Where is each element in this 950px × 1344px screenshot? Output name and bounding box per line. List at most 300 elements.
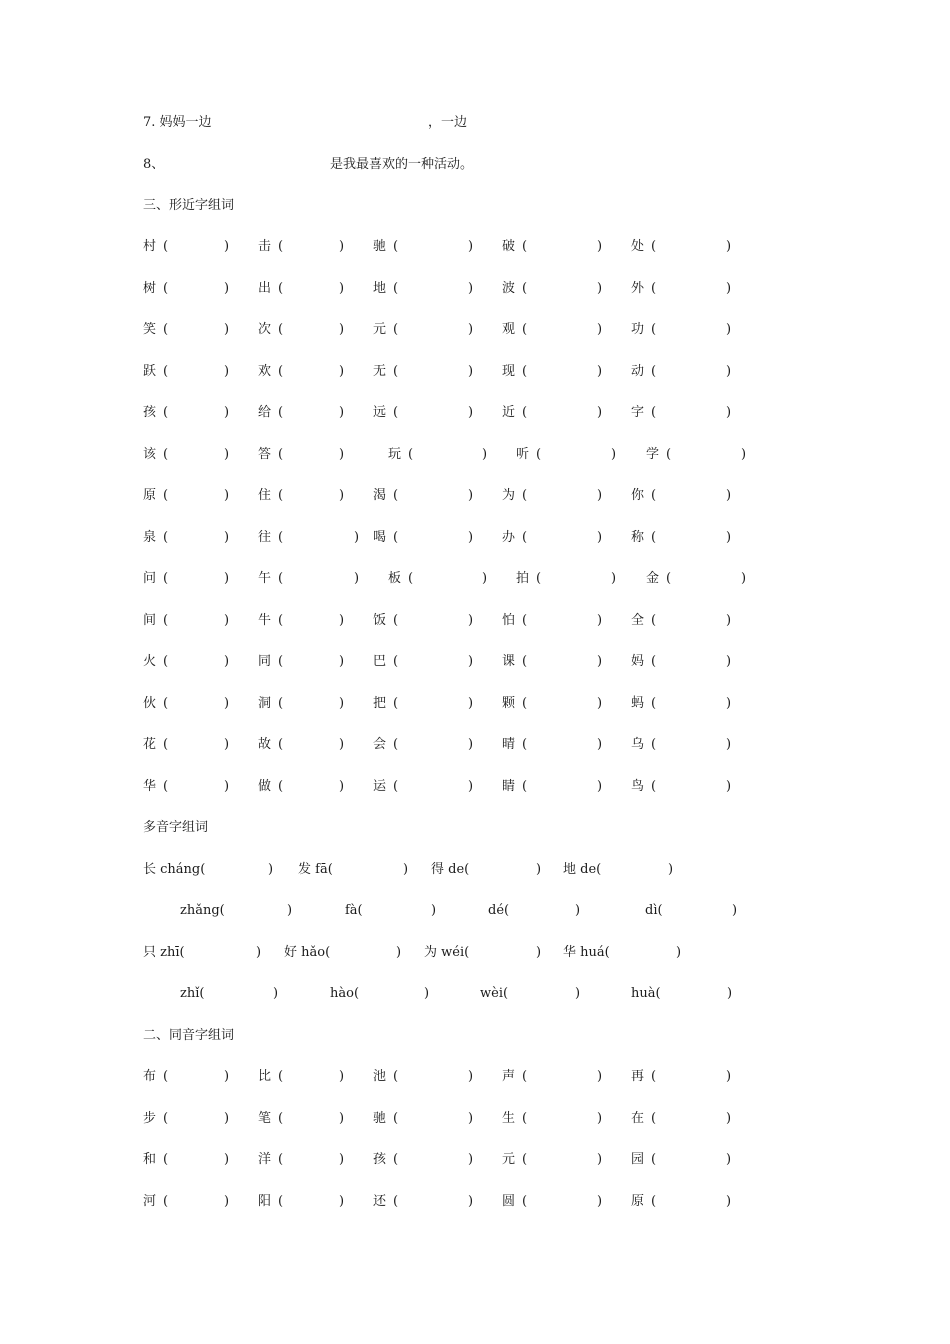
similar-chars-row	[0, 569, 950, 589]
close-bracket: )	[339, 280, 345, 296]
open-bracket: (	[651, 239, 657, 254]
close-bracket: )	[224, 322, 230, 337]
target-char: 原	[143, 488, 157, 503]
open-bracket: (	[522, 778, 528, 794]
close-bracket: )	[468, 488, 474, 503]
target-char: 华	[143, 778, 157, 794]
target-char: 全	[631, 612, 645, 628]
target-char: 乌	[631, 737, 645, 752]
open-bracket: (	[393, 363, 399, 379]
close-bracket: )	[339, 1069, 345, 1084]
target-char: 会	[373, 737, 387, 752]
open-bracket: (	[163, 737, 169, 752]
close-bracket: )	[224, 1193, 230, 1209]
open-bracket: (	[651, 488, 657, 503]
open-bracket: (	[651, 1110, 657, 1126]
target-char: 远	[373, 405, 387, 420]
polyphone-entry: huà(	[631, 986, 661, 1001]
homophone-row	[0, 1067, 950, 1087]
open-bracket: (	[651, 322, 657, 337]
target-char: 伙	[143, 695, 157, 711]
close-bracket: )	[339, 488, 345, 503]
open-bracket: (	[163, 488, 169, 503]
open-bracket: (	[278, 571, 284, 586]
close-bracket: )	[287, 903, 293, 918]
close-bracket: )	[597, 280, 603, 296]
target-char: 同	[258, 654, 272, 669]
section-title: 多音字组词	[143, 820, 209, 835]
target-char: 笑	[143, 322, 157, 337]
open-bracket: (	[536, 446, 542, 462]
close-bracket: )	[468, 778, 474, 794]
open-bracket: (	[666, 446, 672, 462]
polyphone-entry: 发 fā(	[298, 862, 333, 877]
target-char: 处	[631, 239, 645, 254]
open-bracket: (	[393, 405, 399, 420]
open-bracket: (	[278, 280, 284, 296]
close-bracket: )	[224, 529, 230, 545]
target-char: 鸟	[631, 778, 645, 794]
open-bracket: (	[163, 322, 169, 337]
target-char: 拍	[516, 571, 530, 586]
polyphone-entry: 长 cháng(	[143, 862, 206, 877]
target-char: 比	[258, 1069, 272, 1084]
target-char: 池	[373, 1069, 387, 1084]
open-bracket: (	[408, 446, 414, 462]
close-bracket: )	[468, 695, 474, 711]
target-char: 花	[143, 737, 157, 752]
open-bracket: (	[163, 695, 169, 711]
target-char: 该	[143, 446, 157, 462]
close-bracket: )	[224, 1069, 230, 1084]
fill-in-prompt: ，一边	[428, 115, 468, 130]
target-char: 外	[631, 280, 645, 296]
close-bracket: )	[597, 1152, 603, 1167]
open-bracket: (	[393, 695, 399, 711]
open-bracket: (	[278, 488, 284, 503]
open-bracket: (	[651, 363, 657, 379]
close-bracket: )	[468, 322, 474, 337]
polyphone-entry: hào(	[330, 986, 360, 1001]
open-bracket: (	[278, 405, 284, 420]
target-char: 出	[258, 280, 272, 296]
close-bracket: )	[732, 903, 738, 918]
close-bracket: )	[726, 695, 732, 711]
target-char: 巴	[373, 654, 387, 669]
target-char: 圆	[502, 1193, 516, 1209]
target-char: 怕	[502, 612, 516, 628]
open-bracket: (	[393, 778, 399, 794]
close-bracket: )	[727, 986, 733, 1001]
open-bracket: (	[278, 363, 284, 379]
close-bracket: )	[726, 405, 732, 420]
close-bracket: )	[224, 1110, 230, 1126]
target-char: 现	[502, 363, 516, 379]
target-char: 园	[631, 1152, 645, 1167]
close-bracket: )	[726, 1069, 732, 1084]
target-char: 驰	[373, 1110, 387, 1126]
close-bracket: )	[597, 363, 603, 379]
close-bracket: )	[224, 695, 230, 711]
close-bracket: )	[339, 405, 345, 420]
close-bracket: )	[339, 1193, 345, 1209]
close-bracket: )	[611, 446, 617, 462]
close-bracket: )	[668, 862, 674, 877]
open-bracket: (	[278, 1110, 284, 1126]
close-bracket: )	[726, 488, 732, 503]
similar-chars-row	[0, 279, 950, 299]
open-bracket: (	[163, 1193, 169, 1209]
target-char: 元	[373, 322, 387, 337]
target-char: 给	[258, 405, 272, 420]
target-char: 运	[373, 778, 387, 794]
similar-chars-row	[0, 735, 950, 755]
close-bracket: )	[597, 737, 603, 752]
close-bracket: )	[575, 903, 581, 918]
target-char: 板	[388, 571, 402, 586]
open-bracket: (	[522, 1110, 528, 1126]
close-bracket: )	[726, 778, 732, 794]
target-char: 动	[631, 363, 645, 379]
close-bracket: )	[726, 612, 732, 628]
target-char: 牛	[258, 612, 272, 628]
target-char: 步	[143, 1110, 157, 1126]
target-char: 喝	[373, 529, 387, 545]
target-char: 和	[143, 1152, 157, 1167]
close-bracket: )	[224, 405, 230, 420]
open-bracket: (	[163, 446, 169, 462]
target-char: 驰	[373, 239, 387, 254]
open-bracket: (	[651, 280, 657, 296]
open-bracket: (	[278, 1193, 284, 1209]
target-char: 近	[502, 405, 516, 420]
homophone-row	[0, 1150, 950, 1170]
polyphone-entry: zhǐ(	[180, 986, 205, 1001]
target-char: 饭	[373, 612, 387, 628]
close-bracket: )	[482, 571, 488, 586]
open-bracket: (	[393, 1069, 399, 1084]
close-bracket: )	[403, 862, 409, 877]
open-bracket: (	[393, 1152, 399, 1167]
close-bracket: )	[468, 1152, 474, 1167]
open-bracket: (	[278, 446, 284, 462]
target-char: 问	[143, 571, 157, 586]
target-char: 观	[502, 322, 516, 337]
open-bracket: (	[522, 280, 528, 296]
target-char: 在	[631, 1110, 645, 1126]
section-heading-homophone	[0, 1026, 950, 1046]
section-title: 二、同音字组词	[143, 1028, 235, 1043]
close-bracket: )	[468, 654, 474, 669]
target-char: 元	[502, 1152, 516, 1167]
polyphone-entry: wèi(	[480, 986, 509, 1001]
polyphone-entry: 华 huá(	[563, 945, 610, 960]
open-bracket: (	[393, 488, 399, 503]
close-bracket: )	[224, 612, 230, 628]
open-bracket: (	[278, 529, 284, 545]
open-bracket: (	[163, 239, 169, 254]
target-char: 听	[516, 446, 530, 462]
open-bracket: (	[163, 280, 169, 296]
target-char: 字	[631, 405, 645, 420]
target-char: 妈	[631, 654, 645, 669]
open-bracket: (	[393, 737, 399, 752]
open-bracket: (	[651, 737, 657, 752]
target-char: 树	[143, 280, 157, 296]
target-char: 洞	[258, 695, 272, 711]
similar-chars-row	[0, 403, 950, 423]
open-bracket: (	[393, 239, 399, 254]
target-char: 为	[502, 488, 516, 503]
similar-chars-row	[0, 694, 950, 714]
open-bracket: (	[163, 1110, 169, 1126]
similar-chars-row	[0, 611, 950, 631]
open-bracket: (	[522, 612, 528, 628]
close-bracket: )	[339, 1110, 345, 1126]
close-bracket: )	[468, 1193, 474, 1209]
target-char: 午	[258, 571, 272, 586]
target-char: 住	[258, 488, 272, 503]
close-bracket: )	[339, 446, 345, 462]
target-char: 阳	[258, 1193, 272, 1209]
open-bracket: (	[163, 778, 169, 794]
open-bracket: (	[522, 239, 528, 254]
target-char: 欢	[258, 363, 272, 379]
close-bracket: )	[726, 1193, 732, 1209]
polyphone-entry: 地 de(	[563, 862, 602, 877]
target-char: 河	[143, 1193, 157, 1209]
similar-chars-row	[0, 362, 950, 382]
close-bracket: )	[468, 280, 474, 296]
target-char: 跃	[143, 363, 157, 379]
close-bracket: )	[354, 529, 360, 545]
polyphone-row	[0, 901, 950, 921]
polyphone-entry: zhǎng(	[180, 903, 225, 918]
open-bracket: (	[522, 1193, 528, 1209]
target-char: 生	[502, 1110, 516, 1126]
close-bracket: )	[741, 446, 747, 462]
polyphone-entry: fà(	[345, 903, 363, 918]
polyphone-entry: 好 hǎo(	[284, 945, 331, 960]
target-char: 孩	[143, 405, 157, 420]
open-bracket: (	[278, 654, 284, 669]
target-char: 破	[502, 239, 516, 254]
target-char: 课	[502, 654, 516, 669]
close-bracket: )	[339, 1152, 345, 1167]
close-bracket: )	[468, 529, 474, 545]
close-bracket: )	[726, 239, 732, 254]
target-char: 无	[373, 363, 387, 379]
close-bracket: )	[597, 612, 603, 628]
close-bracket: )	[726, 363, 732, 379]
close-bracket: )	[339, 654, 345, 669]
open-bracket: (	[278, 737, 284, 752]
similar-chars-row	[0, 486, 950, 506]
close-bracket: )	[224, 488, 230, 503]
close-bracket: )	[224, 446, 230, 462]
close-bracket: )	[597, 1193, 603, 1209]
close-bracket: )	[339, 239, 345, 254]
open-bracket: (	[163, 1069, 169, 1084]
open-bracket: (	[163, 363, 169, 379]
target-char: 还	[373, 1193, 387, 1209]
open-bracket: (	[651, 1152, 657, 1167]
close-bracket: )	[726, 654, 732, 669]
close-bracket: )	[424, 986, 430, 1001]
close-bracket: )	[339, 322, 345, 337]
close-bracket: )	[726, 280, 732, 296]
open-bracket: (	[393, 529, 399, 545]
homophone-row	[0, 1192, 950, 1212]
open-bracket: (	[278, 1152, 284, 1167]
close-bracket: )	[597, 778, 603, 794]
polyphone-entry: 只 zhī(	[143, 945, 185, 960]
close-bracket: )	[597, 488, 603, 503]
close-bracket: )	[726, 737, 732, 752]
close-bracket: )	[468, 1110, 474, 1126]
close-bracket: )	[597, 1110, 603, 1126]
close-bracket: )	[354, 571, 360, 586]
target-char: 晴	[502, 737, 516, 752]
target-char: 再	[631, 1069, 645, 1084]
open-bracket: (	[163, 612, 169, 628]
polyphone-row	[0, 984, 950, 1004]
open-bracket: (	[278, 1069, 284, 1084]
open-bracket: (	[522, 695, 528, 711]
target-char: 次	[258, 322, 272, 337]
open-bracket: (	[651, 1193, 657, 1209]
close-bracket: )	[468, 612, 474, 628]
close-bracket: )	[726, 1152, 732, 1167]
target-char: 功	[631, 322, 645, 337]
close-bracket: )	[273, 986, 279, 1001]
close-bracket: )	[224, 363, 230, 379]
open-bracket: (	[651, 612, 657, 628]
polyphone-entry: 得 de(	[431, 862, 470, 877]
similar-chars-row	[0, 445, 950, 465]
similar-chars-row	[0, 320, 950, 340]
open-bracket: (	[163, 571, 169, 586]
close-bracket: )	[468, 239, 474, 254]
open-bracket: (	[651, 778, 657, 794]
polyphone-row	[0, 943, 950, 963]
close-bracket: )	[224, 778, 230, 794]
close-bracket: )	[396, 945, 402, 960]
open-bracket: (	[651, 1069, 657, 1084]
open-bracket: (	[522, 322, 528, 337]
close-bracket: )	[597, 405, 603, 420]
close-bracket: )	[726, 1110, 732, 1126]
open-bracket: (	[522, 1152, 528, 1167]
close-bracket: )	[468, 405, 474, 420]
close-bracket: )	[268, 862, 274, 877]
close-bracket: )	[224, 280, 230, 296]
close-bracket: )	[726, 529, 732, 545]
open-bracket: (	[522, 1069, 528, 1084]
close-bracket: )	[597, 1069, 603, 1084]
open-bracket: (	[522, 529, 528, 545]
open-bracket: (	[522, 737, 528, 752]
close-bracket: )	[597, 529, 603, 545]
close-bracket: )	[611, 571, 617, 586]
close-bracket: )	[339, 612, 345, 628]
section-heading-polyphone	[0, 818, 950, 838]
open-bracket: (	[408, 571, 414, 586]
target-char: 波	[502, 280, 516, 296]
close-bracket: )	[224, 1152, 230, 1167]
target-char: 孩	[373, 1152, 387, 1167]
fill-in-prompt: 是我最喜欢的一种活动。	[330, 157, 474, 172]
target-char: 把	[373, 695, 387, 711]
close-bracket: )	[339, 363, 345, 379]
fill-in-prompt: 8、	[143, 157, 165, 172]
fill-in-item-8	[0, 155, 950, 175]
close-bracket: )	[339, 695, 345, 711]
polyphone-row	[0, 860, 950, 880]
fill-in-prompt: 7. 妈妈一边	[143, 115, 212, 130]
close-bracket: )	[597, 322, 603, 337]
open-bracket: (	[163, 405, 169, 420]
target-char: 洋	[258, 1152, 272, 1167]
target-char: 颗	[502, 695, 516, 711]
similar-chars-row	[0, 777, 950, 797]
open-bracket: (	[522, 488, 528, 503]
close-bracket: )	[468, 737, 474, 752]
target-char: 答	[258, 446, 272, 462]
homophone-row	[0, 1109, 950, 1129]
close-bracket: )	[597, 695, 603, 711]
open-bracket: (	[393, 1193, 399, 1209]
open-bracket: (	[163, 654, 169, 669]
polyphone-entry: 为 wéi(	[424, 945, 470, 960]
target-char: 间	[143, 612, 157, 628]
close-bracket: )	[431, 903, 437, 918]
close-bracket: )	[339, 737, 345, 752]
close-bracket: )	[676, 945, 682, 960]
target-char: 称	[631, 529, 645, 545]
close-bracket: )	[224, 654, 230, 669]
target-char: 笔	[258, 1110, 272, 1126]
close-bracket: )	[575, 986, 581, 1001]
target-char: 金	[646, 571, 660, 586]
target-char: 蚂	[631, 695, 645, 711]
target-char: 渴	[373, 488, 387, 503]
open-bracket: (	[393, 1110, 399, 1126]
target-char: 故	[258, 737, 272, 752]
target-char: 办	[502, 529, 516, 545]
similar-chars-row	[0, 237, 950, 257]
target-char: 你	[631, 488, 645, 503]
similar-chars-row	[0, 652, 950, 672]
open-bracket: (	[536, 571, 542, 586]
open-bracket: (	[651, 529, 657, 545]
close-bracket: )	[339, 778, 345, 794]
open-bracket: (	[651, 654, 657, 669]
open-bracket: (	[163, 529, 169, 545]
close-bracket: )	[597, 654, 603, 669]
open-bracket: (	[522, 654, 528, 669]
close-bracket: )	[536, 945, 542, 960]
target-char: 睛	[502, 778, 516, 794]
section-heading-similar	[0, 196, 950, 216]
open-bracket: (	[278, 695, 284, 711]
target-char: 声	[502, 1069, 516, 1084]
target-char: 做	[258, 778, 272, 794]
close-bracket: )	[597, 239, 603, 254]
close-bracket: )	[741, 571, 747, 586]
open-bracket: (	[393, 280, 399, 296]
close-bracket: )	[224, 737, 230, 752]
